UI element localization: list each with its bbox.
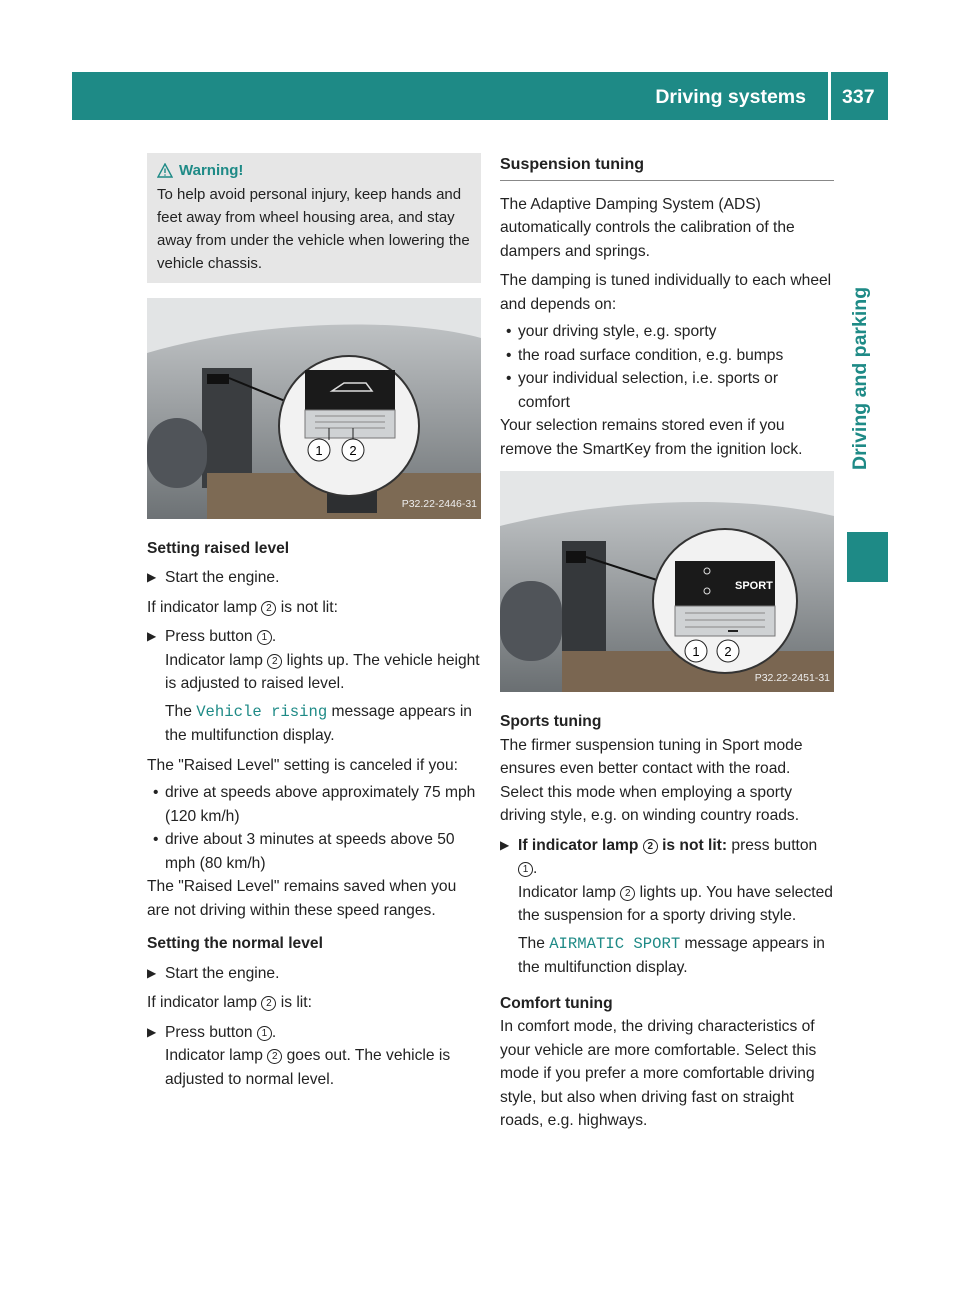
warning-title: Warning! — [179, 162, 244, 179]
comfort-title: Comfort tuning — [500, 994, 613, 1012]
warning-text: To help avoid personal injury, keep hands and feet away from wheel housing area, and stay away from under the vehicle when lowering the vehicle chassis. — [157, 185, 470, 272]
list-item: • your driving style, e.g. sporty — [506, 323, 717, 340]
step-arrow-icon: ▶ — [147, 1024, 157, 1039]
sports-p1: The firmer suspension tuning in Sport mode ensures even better contact with the road. Select this mode when employing a sporty driving style, e.g. on winding country roads. — [500, 736, 803, 824]
figure1-ref: P32.22-2446-31 — [401, 498, 477, 510]
raised-step1: ▶ Start the engine. — [147, 566, 481, 590]
right-column — [500, 153, 834, 1133]
normal-step1: ▶ Start the engine. — [147, 962, 481, 986]
side-tab-label: Driving and parking — [849, 286, 871, 470]
sports-step: ▶ If indicator lamp 2 is not lit: press button 1 . Indicator lamp 2 lights up. You have selected the suspension for a sporty driving style. The AIRMATIC SPORT message appears in the multifunction display. — [500, 834, 834, 980]
normal-step2: ▶ Press button 1 . Indicator lamp 2 goes out. The vehicle is adjusted to normal level. — [147, 1021, 481, 1092]
list-item: • the road surface condition, e.g. bumps — [506, 346, 784, 364]
raised-step2: ▶ Press button 1 . Indicator lamp 2 lights up. The vehicle height is adjusted to raised level. The Vehicle rising message appears in the multifunction display. — [147, 625, 481, 748]
sports-title: Sports tuning — [500, 713, 602, 730]
raised-saved: The "Raised Level" remains saved when you are not driving within these speed ranges. — [147, 878, 457, 919]
figure2-callout-2: 2 — [724, 644, 732, 659]
warning-heading — [157, 159, 471, 183]
figure1-callout-1: 1 — [315, 442, 323, 458]
step-arrow-icon: ▶ — [147, 629, 157, 643]
suspension-p3: Your selection remains stored even if you remove the SmartKey from the ignition lock. — [500, 417, 803, 458]
dashboard-photo-raise — [147, 298, 481, 519]
figure1-callout-2: 2 — [349, 442, 357, 458]
header-title: Driving systems — [655, 86, 806, 108]
sport-label: SPORT — [735, 580, 773, 592]
figure2-ref: P32.22-2451-31 — [754, 671, 830, 684]
raised-title: Setting raised level — [147, 539, 290, 557]
list-item: • your individual selection, i.e. sports or comfort — [506, 370, 779, 411]
msg-vehicle-rising: Vehicle rising — [196, 702, 328, 721]
step-arrow-icon: ▶ — [500, 837, 510, 852]
dashboard-photo-sport — [500, 471, 834, 692]
step-arrow-icon: ▶ — [147, 570, 157, 584]
msg-airmatic-sport: AIRMATIC SPORT — [549, 934, 681, 953]
raised-condition: If indicator lamp 2 is not lit: — [147, 598, 338, 616]
header-separator — [828, 72, 831, 120]
warning-triangle-icon — [157, 163, 173, 178]
list-item: • drive at speeds above approximately 75 mph (120 km/h) — [153, 784, 476, 825]
step-arrow-icon: ▶ — [147, 965, 157, 980]
figure2-callout-1: 1 — [692, 644, 700, 659]
raised-cancel: The "Raised Level" setting is canceled if you: — [147, 756, 458, 774]
normal-title: Setting the normal level — [147, 935, 323, 952]
suspension-p2: The damping is tuned individually to each wheel and depends on: — [500, 272, 832, 313]
warning-box — [147, 153, 481, 283]
comfort-p1: In comfort mode, the driving characteristics of your vehicle are more comfortable. Select this mode if you prefer a more comfortable driving style, but also when driving fast on straight roads, e.g. highways. — [500, 1018, 817, 1129]
normal-condition: If indicator lamp 2 is lit: — [147, 994, 312, 1011]
left-column — [147, 153, 481, 1091]
page-number: 337 — [842, 86, 875, 108]
suspension-p1: The Adaptive Damping System (ADS) automatically controls the calibration of the dampers and springs. — [500, 195, 795, 260]
side-tab-block — [847, 532, 888, 582]
list-item: • drive about 3 minutes at speeds above 50 mph (80 km/h) — [153, 831, 455, 872]
suspension-title: Suspension tuning — [500, 153, 834, 181]
